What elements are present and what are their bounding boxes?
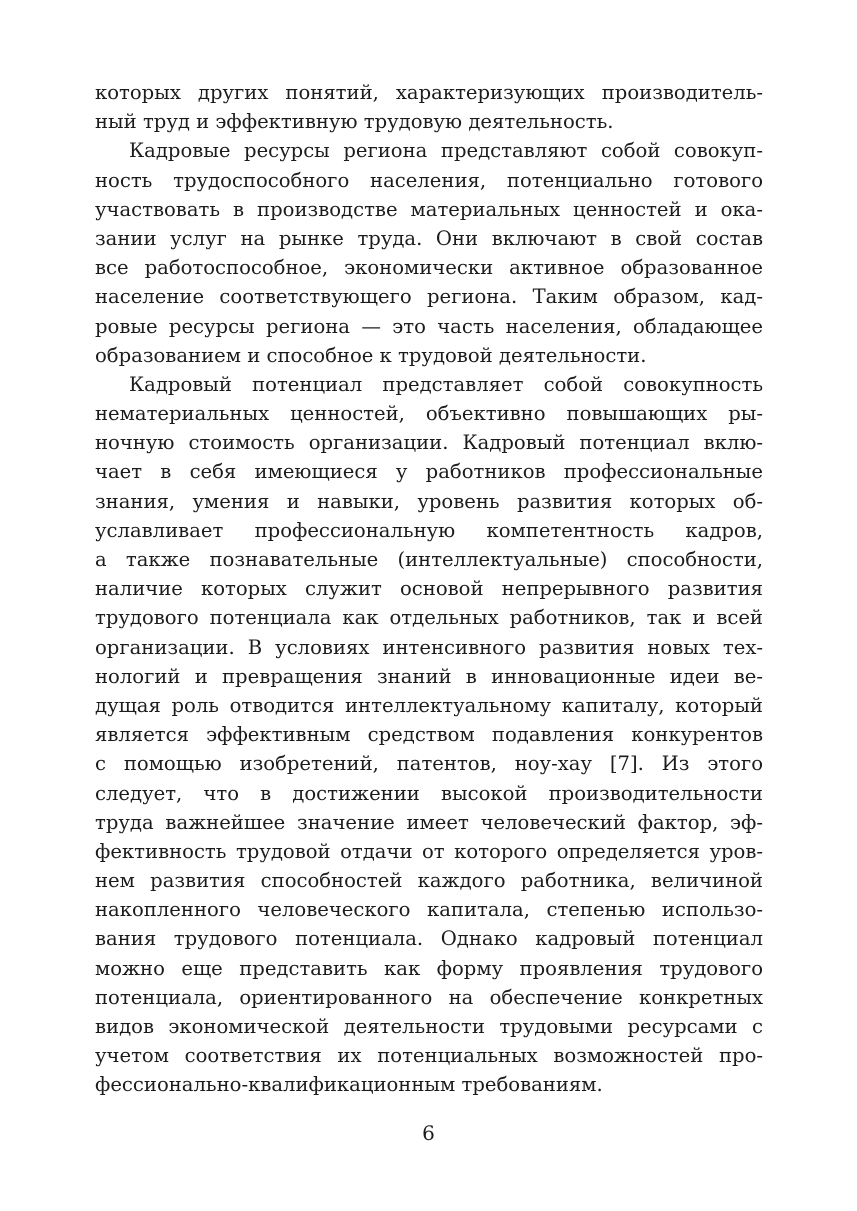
text-line: зании услуг на рынке труда. Они включают в свой состав xyxy=(95,226,763,250)
paragraph xyxy=(95,370,763,1100)
paragraph xyxy=(95,136,763,370)
text-line: уславливает профессиональную компетентность кадров, xyxy=(95,518,763,542)
text-line: накопленного человеческого капитала, степенью использо- xyxy=(95,898,763,922)
page-number: 6 xyxy=(422,1121,435,1145)
text-line: видов экономической деятельности трудовыми ресурсами с xyxy=(95,1015,763,1038)
text-line: дущая роль отводится интеллектуальному капиталу, который xyxy=(95,693,763,717)
text-line: участвовать в производстве материальных ценностей и ока- xyxy=(95,197,763,221)
text-line: ный труд и эффективную трудовую деятельность. xyxy=(95,110,614,134)
text-line: следует, что в достижении высокой производительности xyxy=(95,781,763,805)
text-line: является эффективным средством подавления конкурентов xyxy=(95,723,763,747)
paragraph xyxy=(95,78,763,136)
text-line: которых других понятий, характеризующих производитель- xyxy=(95,81,763,104)
text-line: нематериальных ценностей, объективно повышающих ры- xyxy=(95,402,763,426)
text-line: нологий и превращения знаний в инновационные идеи ве- xyxy=(95,664,763,688)
text-line: фективность трудовой отдачи от которого определяется уров- xyxy=(95,839,763,863)
text-line: Кадровые ресурсы региона представляют собой совокуп- xyxy=(129,139,763,163)
text-line: наличие которых служит основой непрерывного развития xyxy=(95,577,763,601)
text-line: а также познавательные (интеллектуальные) способности, xyxy=(95,548,763,571)
text-line: трудового потенциала как отдельных работников, так и всей xyxy=(95,606,763,630)
text-line: Кадровый потенциал представляет собой совокупность xyxy=(129,372,763,396)
text-line: нем развития способностей каждого работника, величиной xyxy=(95,869,763,893)
text-line: население соответствующего региона. Таким образом, кад- xyxy=(95,285,763,309)
text-line: знания, умения и навыки, уровень развития которых об- xyxy=(95,489,763,513)
text-line: чает в себя имеющиеся у работников профессиональные xyxy=(95,460,763,484)
text-line: ночную стоимость организации. Кадровый потенциал вклю- xyxy=(95,431,763,455)
text-line: организации. В условиях интенсивного развития новых тех- xyxy=(95,635,763,659)
text-line: можно еще представить как форму проявления трудового xyxy=(95,956,763,980)
text-line: вания трудового потенциала. Однако кадровый потенциал xyxy=(95,927,763,951)
text-line: образованием и способное к трудовой деятельности. xyxy=(95,343,647,367)
text-line: с помощью изобретений, патентов, ноу-хау [7]. Из этого xyxy=(95,752,763,776)
text-line: все работоспособное, экономически активное образованное xyxy=(95,256,763,280)
text-line: труда важнейшее значение имеет человеческий фактор, эф- xyxy=(95,810,763,834)
page-body xyxy=(95,78,763,1100)
text-line: потенциала, ориентированного на обеспечение конкретных xyxy=(95,985,763,1009)
text-line: ность трудоспособного населения, потенциально готового xyxy=(95,168,763,192)
text-line: фессионально-квалификационным требованиям. xyxy=(95,1073,603,1097)
text-line: ровые ресурсы региона — это часть населения, обладающее xyxy=(95,314,763,338)
text-line: учетом соответствия их потенциальных возможностей про- xyxy=(95,1044,763,1068)
